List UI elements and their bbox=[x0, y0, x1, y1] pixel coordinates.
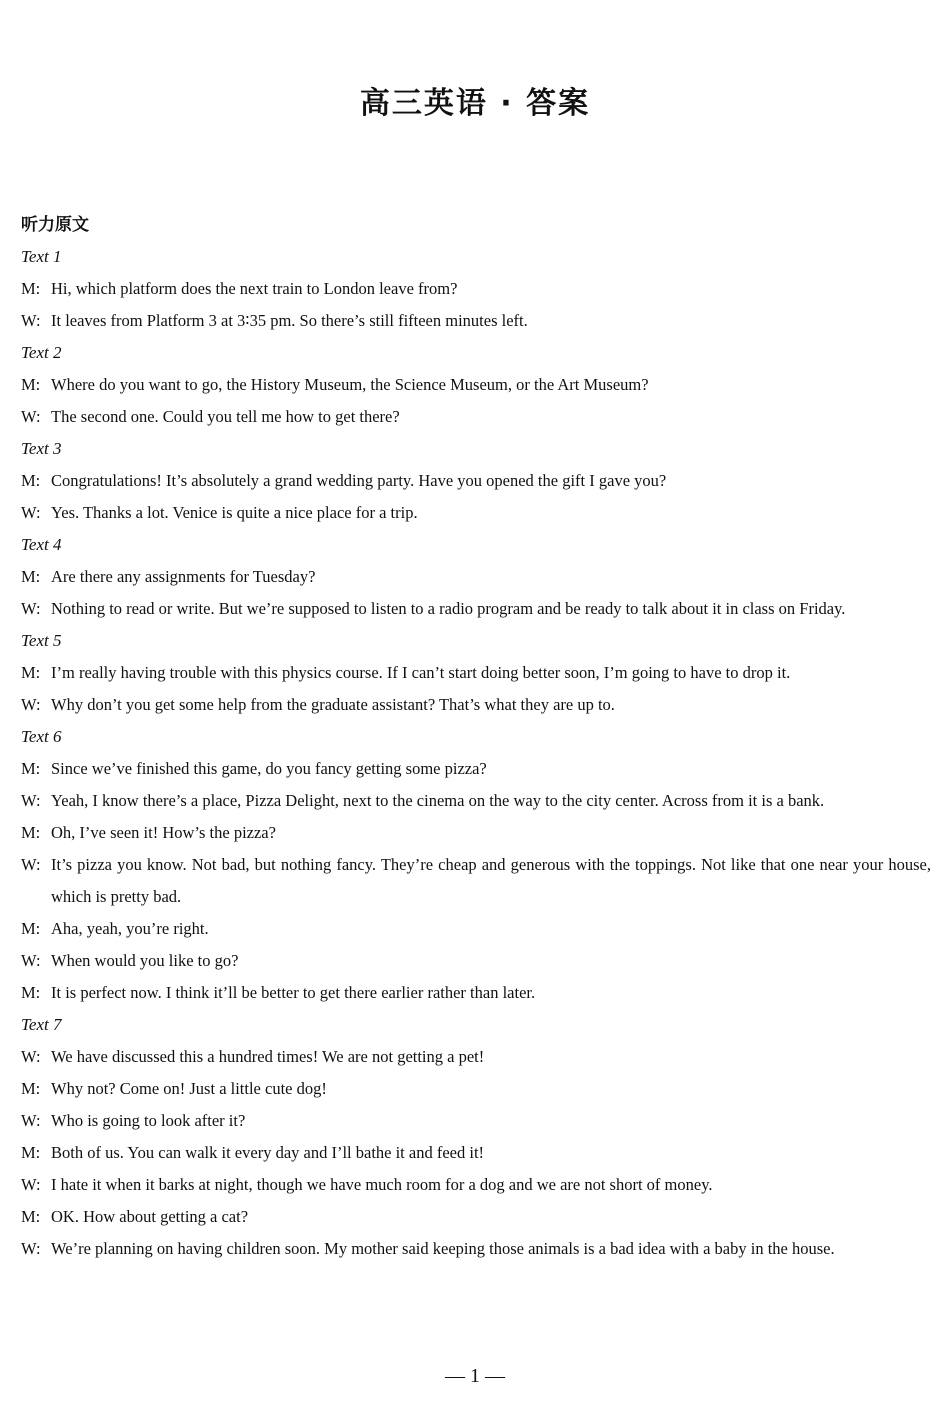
dialogue-line bbox=[21, 1105, 931, 1137]
dialogue-line bbox=[21, 913, 931, 945]
speaker-label: W: bbox=[21, 1239, 41, 1258]
utterance-text: It leaves from Platform 3 at 3∶35 pm. So there’s still fifteen minutes left. bbox=[51, 311, 528, 330]
dialogue-line bbox=[21, 1169, 931, 1201]
dialogue-line bbox=[21, 465, 931, 497]
speaker-label: W: bbox=[21, 1047, 41, 1066]
speaker-label: M: bbox=[21, 1079, 41, 1098]
speaker-label: M: bbox=[21, 1207, 41, 1226]
speaker-label: M: bbox=[21, 823, 41, 842]
dialogue-line bbox=[21, 1233, 931, 1265]
speaker-label: W: bbox=[21, 1111, 41, 1130]
utterance-text: It is perfect now. I think it’ll be better to get there earlier rather than later. bbox=[51, 983, 536, 1002]
dialogue-line bbox=[21, 1137, 931, 1169]
page-number: — 1 — bbox=[445, 1365, 505, 1387]
utterance-text: Yes. Thanks a lot. Venice is quite a nice place for a trip. bbox=[51, 503, 418, 522]
speaker-label: W: bbox=[21, 855, 41, 874]
utterance-text: Congratulations! It’s absolutely a grand wedding party. Have you opened the gift I gave you? bbox=[51, 471, 667, 490]
text-label: Text 7 bbox=[21, 1015, 62, 1034]
text-label: Text 2 bbox=[21, 343, 62, 362]
speaker-label: M: bbox=[21, 663, 41, 682]
utterance-text: Why don’t you get some help from the graduate assistant? That’s what they are up to. bbox=[51, 695, 615, 714]
dialogue-line bbox=[21, 497, 931, 529]
speaker-label: M: bbox=[21, 1143, 41, 1162]
dialogue-line bbox=[21, 945, 931, 977]
speaker-label: W: bbox=[21, 1175, 41, 1194]
text-label: Text 1 bbox=[21, 247, 62, 266]
dialogue-line bbox=[21, 561, 931, 593]
utterance-text: Both of us. You can walk it every day and I’ll bathe it and feed it! bbox=[51, 1143, 485, 1162]
dialogue-line bbox=[21, 593, 931, 625]
speaker-label: M: bbox=[21, 279, 41, 298]
utterance-text: Yeah, I know there’s a place, Pizza Delight, next to the cinema on the way to the city center. Across from it is a bank. bbox=[51, 791, 825, 810]
dialogue-line bbox=[21, 369, 931, 401]
utterance-text: Oh, I’ve seen it! How’s the pizza? bbox=[51, 823, 276, 842]
speaker-label: W: bbox=[21, 791, 41, 810]
speaker-label: M: bbox=[21, 375, 41, 394]
text-label: Text 6 bbox=[21, 727, 62, 746]
speaker-label: W: bbox=[21, 503, 41, 522]
transcript-texts bbox=[21, 241, 931, 1265]
utterance-text: Why not? Come on! Just a little cute dog! bbox=[51, 1079, 327, 1098]
speaker-label: W: bbox=[21, 695, 41, 714]
utterance-text: OK. How about getting a cat? bbox=[51, 1207, 249, 1226]
dialogue-line bbox=[21, 305, 931, 337]
speaker-label: W: bbox=[21, 951, 41, 970]
dialogue-line bbox=[21, 1201, 931, 1233]
utterance-text: We’re planning on having children soon. My mother said keeping those animals is a bad idea with a baby in the house. bbox=[51, 1239, 835, 1258]
utterance-text: We have discussed this a hundred times! We are not getting a pet! bbox=[51, 1047, 485, 1066]
speaker-label: M: bbox=[21, 759, 41, 778]
page-title: 高三英语 · 答案 bbox=[359, 86, 591, 121]
utterance-text: I’m really having trouble with this physics course. If I can’t start doing better soon, I’m going to have to drop it. bbox=[51, 663, 791, 682]
utterance-text: I hate it when it barks at night, though we have much room for a dog and we are not short of money. bbox=[51, 1175, 713, 1194]
speaker-label: M: bbox=[21, 471, 41, 490]
text-label: Text 5 bbox=[21, 631, 62, 650]
utterance-text: Hi, which platform does the next train to London leave from? bbox=[51, 279, 458, 298]
utterance-text: Where do you want to go, the History Museum, the Science Museum, or the Art Museum? bbox=[51, 375, 649, 394]
section-heading: 听力原文 bbox=[21, 215, 89, 235]
speaker-label: W: bbox=[21, 311, 41, 330]
utterance-text: Are there any assignments for Tuesday? bbox=[51, 567, 316, 586]
utterance-text: The second one. Could you tell me how to get there? bbox=[51, 407, 400, 426]
text-label: Text 3 bbox=[21, 439, 62, 458]
dialogue-line bbox=[21, 977, 931, 1009]
speaker-label: W: bbox=[21, 599, 41, 618]
speaker-label: M: bbox=[21, 983, 41, 1002]
text-label: Text 4 bbox=[21, 535, 62, 554]
dialogue-line bbox=[21, 785, 931, 817]
dialogue-line bbox=[21, 817, 931, 849]
speaker-label: M: bbox=[21, 919, 41, 938]
speaker-label: M: bbox=[21, 567, 41, 586]
utterance-text: When would you like to go? bbox=[51, 951, 239, 970]
dialogue-line bbox=[21, 401, 931, 433]
utterance-text: It’s pizza you know. Not bad, but nothing fancy. They’re cheap and generous with the toppings. Not like that one near your house, which is pretty bad. bbox=[51, 855, 931, 906]
dialogue-line bbox=[21, 1073, 931, 1105]
dialogue-line bbox=[21, 657, 931, 689]
utterance-text: Aha, yeah, you’re right. bbox=[51, 919, 209, 938]
transcript bbox=[21, 209, 931, 1265]
dialogue-line bbox=[21, 1041, 931, 1073]
speaker-label: W: bbox=[21, 407, 41, 426]
dialogue-line bbox=[21, 753, 931, 785]
utterance-text: Nothing to read or write. But we’re supposed to listen to a radio program and be ready to talk about it in class on Friday. bbox=[51, 599, 846, 618]
dialogue-line bbox=[21, 849, 931, 913]
utterance-text: Who is going to look after it? bbox=[51, 1111, 246, 1130]
utterance-text: Since we’ve finished this game, do you fancy getting some pizza? bbox=[51, 759, 487, 778]
dialogue-line bbox=[21, 273, 931, 305]
dialogue-line bbox=[21, 689, 931, 721]
